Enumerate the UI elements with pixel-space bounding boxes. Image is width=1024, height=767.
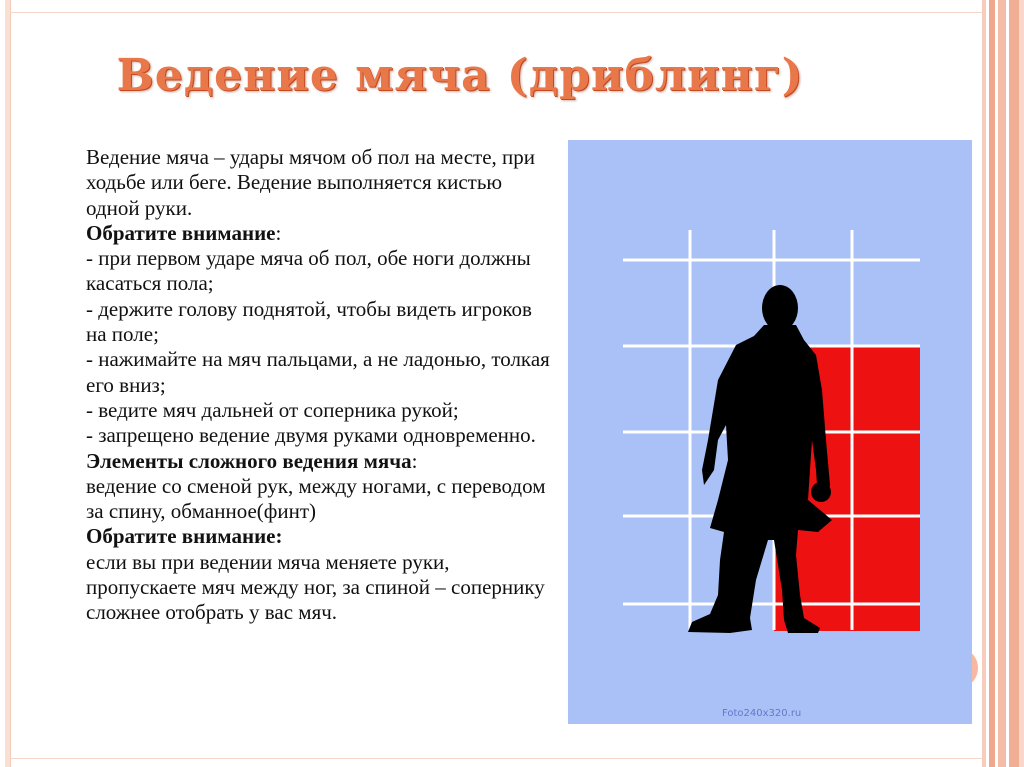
left-frame [0,0,11,767]
complex-dribbling-list: ведение со сменой рук, между ногами, с переводом за спину, обманное(финт) [86,473,546,524]
rule-fingers: - нажимайте на мяч пальцами, а не ладонью, толкая его вниз; [86,347,550,397]
slide-title: Ведение мяча (дриблинг) [116,50,804,101]
slide-body-text [86,145,556,626]
right-stripe-border [982,0,1024,767]
attention-heading-2: Обратите внимание: [86,524,283,549]
basketball-player-silhouette-icon [568,140,972,724]
bottom-frame-line [10,758,982,767]
rule-far-hand: - ведите мяч дальней от соперника рукой; [86,397,459,422]
rule-feet: - при первом ударе мяча об пол, обе ноги должны касаться пола; [86,246,531,296]
complex-dribbling-heading: Элементы сложного ведения мяча: [86,448,418,473]
image-watermark: Foto240x320.ru [722,708,802,719]
top-frame-line [10,0,982,13]
attention-heading-1: Обратите внимание: [86,220,282,245]
rule-head: - держите голову поднятой, чтобы видеть игроков на поле; [86,296,532,347]
paragraph-intro: Ведение мяча – удары мячом об пол на месте, при ходьбе или беге. Ведение выполняется кистью одной руки. [86,145,535,220]
basketball-player-image [568,140,972,724]
paragraph-conclusion: если вы при ведении мяча меняете руки, пропускаете мяч между ног, за спиной – сопернику сложнее отобрать у вас мяч. [86,549,545,625]
rule-two-hands: - запрещено ведение двумя руками одновременно. [86,423,536,448]
